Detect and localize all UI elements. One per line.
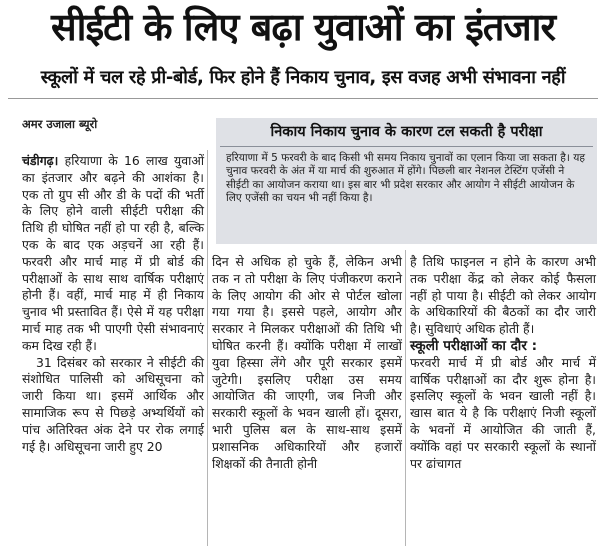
- article-paragraph: फरवरी मार्च में प्री बोर्ड और मार्च में वार्षिक परीक्षाओं का दौर शुरू होना है। इसलिए स्कूलों के भवन खाली नहीं है। खास बात ये है कि परीक्षाएं निजी स्कूलों के भवनों में आयोजित की जाती हैं, क्योंकि वहां पर सरकारी स्कूलों के स्थानों पर ढांचागत: [410, 354, 596, 471]
- article-column-2: [212, 254, 402, 472]
- box-divider: [220, 146, 593, 147]
- paragraph-text: हरियाणा के 16 लाख युवाओं का इंतजार और बढ़ने की आशंका है। एक तो ग्रुप सी और डी के पदों की भर्ती के लिए होने वाली सीईटी परीक्षा की तिथि ही घोषित नहीं हो पा रही है, बल्कि एक के बाद एक अड़चनें आ रही हैं। फरवरी और मार्च माह में प्री बोर्ड की परीक्षाओं के साथ साथ वार्षिक परीक्षाएं होनी हैं। वहीं, मार्च माह में ही निकाय चुनाव भी प्रस्तावित हैं। ऐसे में यह परीक्षा मार्च माह तक भी पाएगी ऐसी संभावनाएं कम दिख रही हैं।: [22, 153, 204, 353]
- article-column-3: [410, 254, 596, 472]
- article-paragraph: [22, 153, 204, 355]
- box-body: हरियाणा में 5 फरवरी के बाद किसी भी समय निकाय चुनावों का एलान किया जा सकता है। यह चुनाव फरवरी के अंत में या मार्च की शुरुआत में होंगे। पिछली बार नेशनल टेस्टिंग एजेंसी ने सीईटी का आयोजन कराया था। इस बार भी प्रदेश सरकार और आयोग ने सीईटी आयोजन के लिए एजेंसी का चयन भी नहीं किया है।: [226, 152, 585, 204]
- box-title: निकाय निकाय चुनाव के कारण टल सकती है परीक्षा: [270, 124, 543, 140]
- column-divider-2: [405, 250, 406, 546]
- section-subtitle: स्कूली परीक्षाओं का दौर :: [410, 337, 538, 354]
- article-column-1: [22, 153, 204, 455]
- article-paragraph: दिन से अधिक हो चुके हैं, लेकिन अभी तक न तो परीक्षा के लिए पंजीकरण कराने के लिए आयोग की ओर से पोर्टल खोला गया गया है। इससे पहले, आयोग और सरकार ने मिलकर परीक्षाओं की तिथि भी घोषित करनी हैं। क्योंकि परीक्षा में लाखों युवा हिस्सा लेंगे और पूरी सरकार इसमें जुटेगी। इसलिए परीक्षा उस समय आयोजित की जाएगी, जब निजी और सरकारी स्कूलों के भवन खाली हों। दूसरा, भारी पुलिस बल के साथ-साथ इसमें प्रशासनिक अधिकारियों और हजारों शिक्षकों की तैनाती होनी: [212, 254, 402, 471]
- column-divider-1: [207, 150, 208, 546]
- article-paragraph: 31 दिसंबर को सरकार ने सीईटी की संशोधित पालिसी को अधिसूचना को जारी किया था। इसमें आर्थिक और सामाजिक रूप से पिछड़े अभ्यर्थियों को पांच अतिरिक्त अंक देने पर रोक लगाई गई है। अधिसूचना जारी हुए 20: [22, 354, 204, 454]
- header-divider: [8, 98, 598, 99]
- byline: अमर उजाला ब्यूरो: [22, 117, 98, 131]
- dateline: चंडीगढ़।: [22, 153, 59, 168]
- headline: सीईटी के लिए बढ़ा युवाओं का इंतजार: [50, 5, 556, 49]
- subheadline: स्कूलों में चल रहे प्री-बोर्ड, फिर होने हैं निकाय चुनाव, इस वजह अभी संभावना नहीं: [40, 67, 566, 88]
- article-paragraph: है तिथि फाइनल न होने के कारण अभी तक परीक्षा केंद्र को लेकर कोई फैसला नहीं हो पाया है। सीईटी को लेकर आयोग के अधिकारियों की बैठकों का दौर जारी है। सुविधाएं अधिक होती हैं।: [410, 254, 596, 337]
- sidebar-box: [216, 118, 597, 244]
